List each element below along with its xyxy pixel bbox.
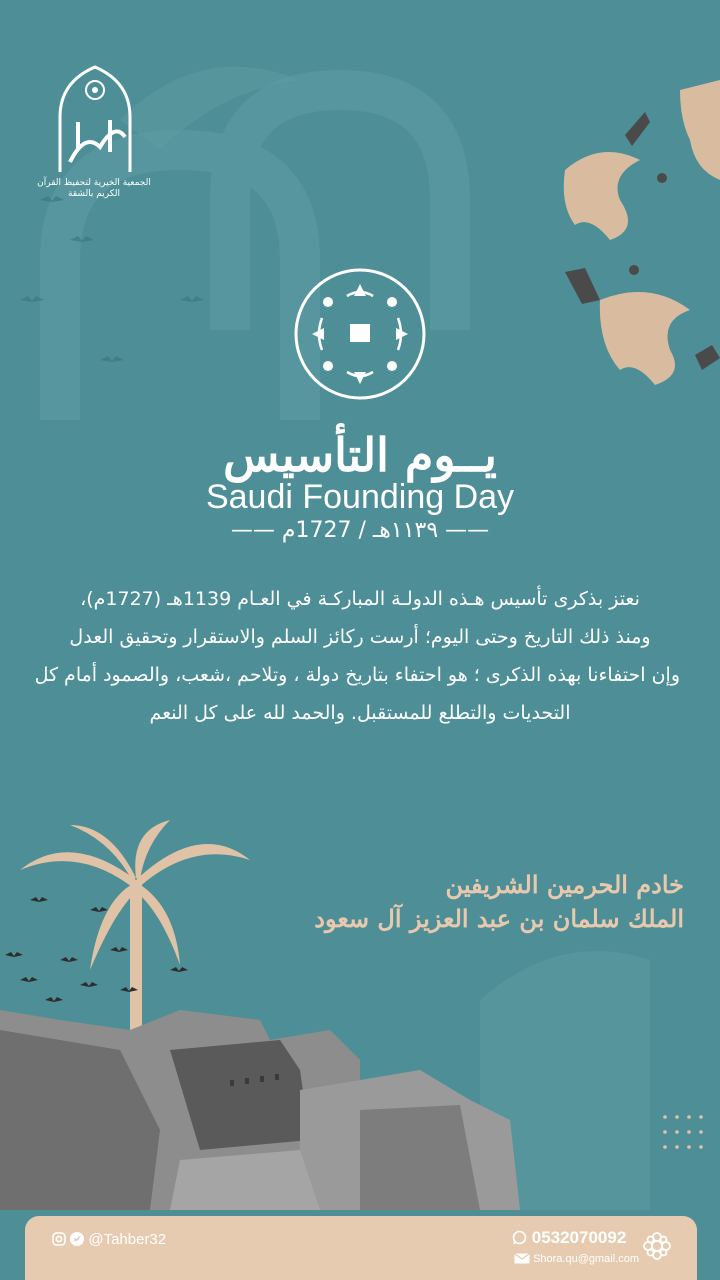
founding-date: —— ١١٣٩هـ / 1727م ——	[230, 518, 490, 543]
title-arabic: يــوم التأسيس	[223, 428, 497, 482]
social-links[interactable]	[52, 1231, 166, 1248]
logo-caption: الجمعية الخيرية لتحفيظ القرآن الكريم بالشقة	[37, 178, 151, 199]
tahbeer-logo	[40, 62, 150, 182]
signature-name: الملك سلمان بن عبد العزيز آل سعود	[314, 904, 684, 933]
email-address[interactable]: Shora.qu@gmail.com	[533, 1253, 639, 1265]
email-contact[interactable]	[514, 1253, 639, 1265]
title-english: Saudi Founding Day	[205, 478, 515, 516]
body-line: ومنذ ذلك التاريخ وحتى اليوم؛ أرست ركائز السلم والاستقرار وتحقيق العدل	[69, 626, 651, 648]
footer-bar	[25, 1216, 697, 1280]
body-line: التحديات والتطلع للمستقبل. والحمد لله على كل النعم	[149, 702, 571, 724]
phone-number[interactable]: 0532070092	[531, 1228, 627, 1247]
instagram-icon[interactable]	[52, 1232, 66, 1246]
dot-grid-decoration	[660, 1112, 720, 1162]
email-icon	[514, 1253, 530, 1264]
social-handle[interactable]: @Tahber32	[88, 1231, 167, 1248]
ornament-icon	[641, 1230, 673, 1262]
body-line: نعتز بذكرى تأسيس هـذه الدولـة المباركـة في العـام 1139هـ (1727م)،	[80, 588, 640, 610]
body-paragraph	[34, 580, 680, 732]
founding-day-emblem	[292, 266, 428, 402]
signature-title: خادم الحرمين الشريفين	[445, 870, 684, 899]
twitter-icon[interactable]	[70, 1232, 84, 1246]
whatsapp-icon	[512, 1230, 527, 1245]
phone-contact[interactable]	[512, 1228, 626, 1248]
body-line: وإن احتفاءنا بهذه الذكرى ؛ هو احتفاء بتاريخ دولة ، وتلاحم ،شعب، والصمود أمام كل	[34, 664, 680, 686]
signature-block	[314, 868, 684, 936]
